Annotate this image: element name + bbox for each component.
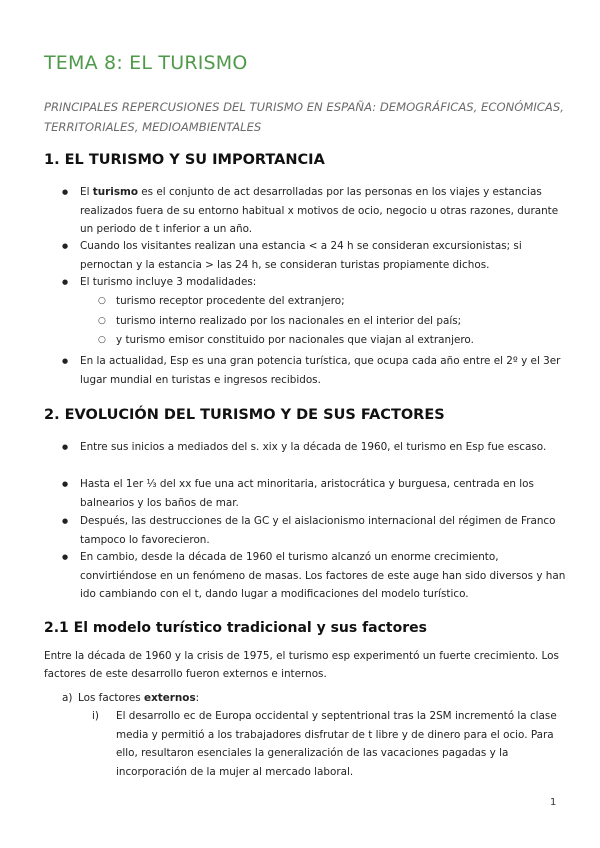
document-title: TEMA 8: EL TURISMO: [44, 52, 248, 74]
page-number: 1: [550, 797, 557, 808]
section-1-subitem-1: ○ turismo receptor procedente del extranjero;: [116, 292, 566, 311]
list-marker-a: a): [62, 692, 73, 704]
document-subtitle: PRINCIPALES REPERCUSIONES DEL TURISMO EN ESPAÑA: DEMOGRÁFICAS, ECONÓMICAS, TERRITORIALES, MEDIOAMBIENTALES: [44, 100, 564, 134]
section-1-subitem-2: ○ turismo interno realizado por los nacionales en el interior del país;: [116, 312, 566, 331]
section-1-heading: 1. EL TURISMO Y SU IMPORTANCIA: [44, 152, 325, 168]
item-text: :: [195, 692, 200, 704]
section-1-subitem-3: ○ y turismo emisor constituido por nacionales que viajan al extranjero.: [116, 331, 566, 350]
bullet-text: es el conjunto de act desarrolladas por las personas en los viajes y estancias realizados fuera de su entorno habitual x motivos de ocio, negocio u otras razones, durante un periodo de t inferior a un año.: [80, 186, 559, 235]
section-2-1-heading: 2.1 El modelo turístico tradicional y sus factores: [44, 620, 427, 636]
external-factors-item: [78, 689, 199, 707]
section-1-bullet-2: ● Cuando los visitantes realizan una estancia < a 24 h se consideran excursionistas; si pernoctan y la estancia > las 24 h, se consideran turistas propiamente dichos.: [80, 237, 568, 274]
section-2-heading: 2. EVOLUCIÓN DEL TURISMO Y DE SUS FACTORES: [44, 407, 445, 423]
section-2-1-intro: Entre la década de 1960 y la crisis de 1975, el turismo esp experimentó un fuerte crecimiento. Los factores de este desarrollo fueron externos e internos.: [44, 650, 559, 680]
section-2-bullet-1: ● Entre sus inicios a mediados del s. xix y la década de 1960, el turismo en Esp fue escaso.: [80, 438, 568, 457]
section-2-bullet-3: ● Después, las destrucciones de la GC y el aislacionismo internacional del régimen de Franco tampoco lo favorecieron.: [80, 512, 568, 549]
section-1-bullet-4: ● En la actualidad, Esp es una gran potencia turística, que ocupa cada año entre el 2º y el 3er lugar mundial en turistas e ingresos recibidos.: [80, 352, 568, 389]
section-1-bullet-1: [80, 183, 568, 239]
bullet-text: El: [80, 186, 93, 198]
bold-term: turismo: [92, 186, 138, 198]
external-factor-i: El desarrollo ec de Europa occidental y septentrional tras la 2SM incrementó la clase media y permitió a los trabajadores disfrutar de t libre y de dinero para el ocio. Para ello, resultaron esenciales la generalización de las vacaciones pagadas y la incorporación de la mujer al mercado laboral.: [116, 710, 557, 778]
bold-term: externos: [144, 692, 196, 704]
list-marker-i: i): [92, 710, 99, 722]
section-2-bullet-2: ● Hasta el 1er ⅓ del xx fue una act minoritaria, aristocrática y burguesa, centrada en los balnearios y los baños de mar.: [80, 475, 568, 512]
section-2-bullet-4: ● En cambio, desde la década de 1960 el turismo alcanzó un enorme crecimiento, convirtiéndose en un fenómeno de masas. Los factores de este auge han sido diversos y han ido cambiando con el t, dando lugar a modificaciones del modelo turístico.: [80, 548, 568, 604]
item-text: Los factores: [78, 692, 145, 704]
section-1-bullet-3: ● El turismo incluye 3 modalidades:: [80, 273, 568, 292]
